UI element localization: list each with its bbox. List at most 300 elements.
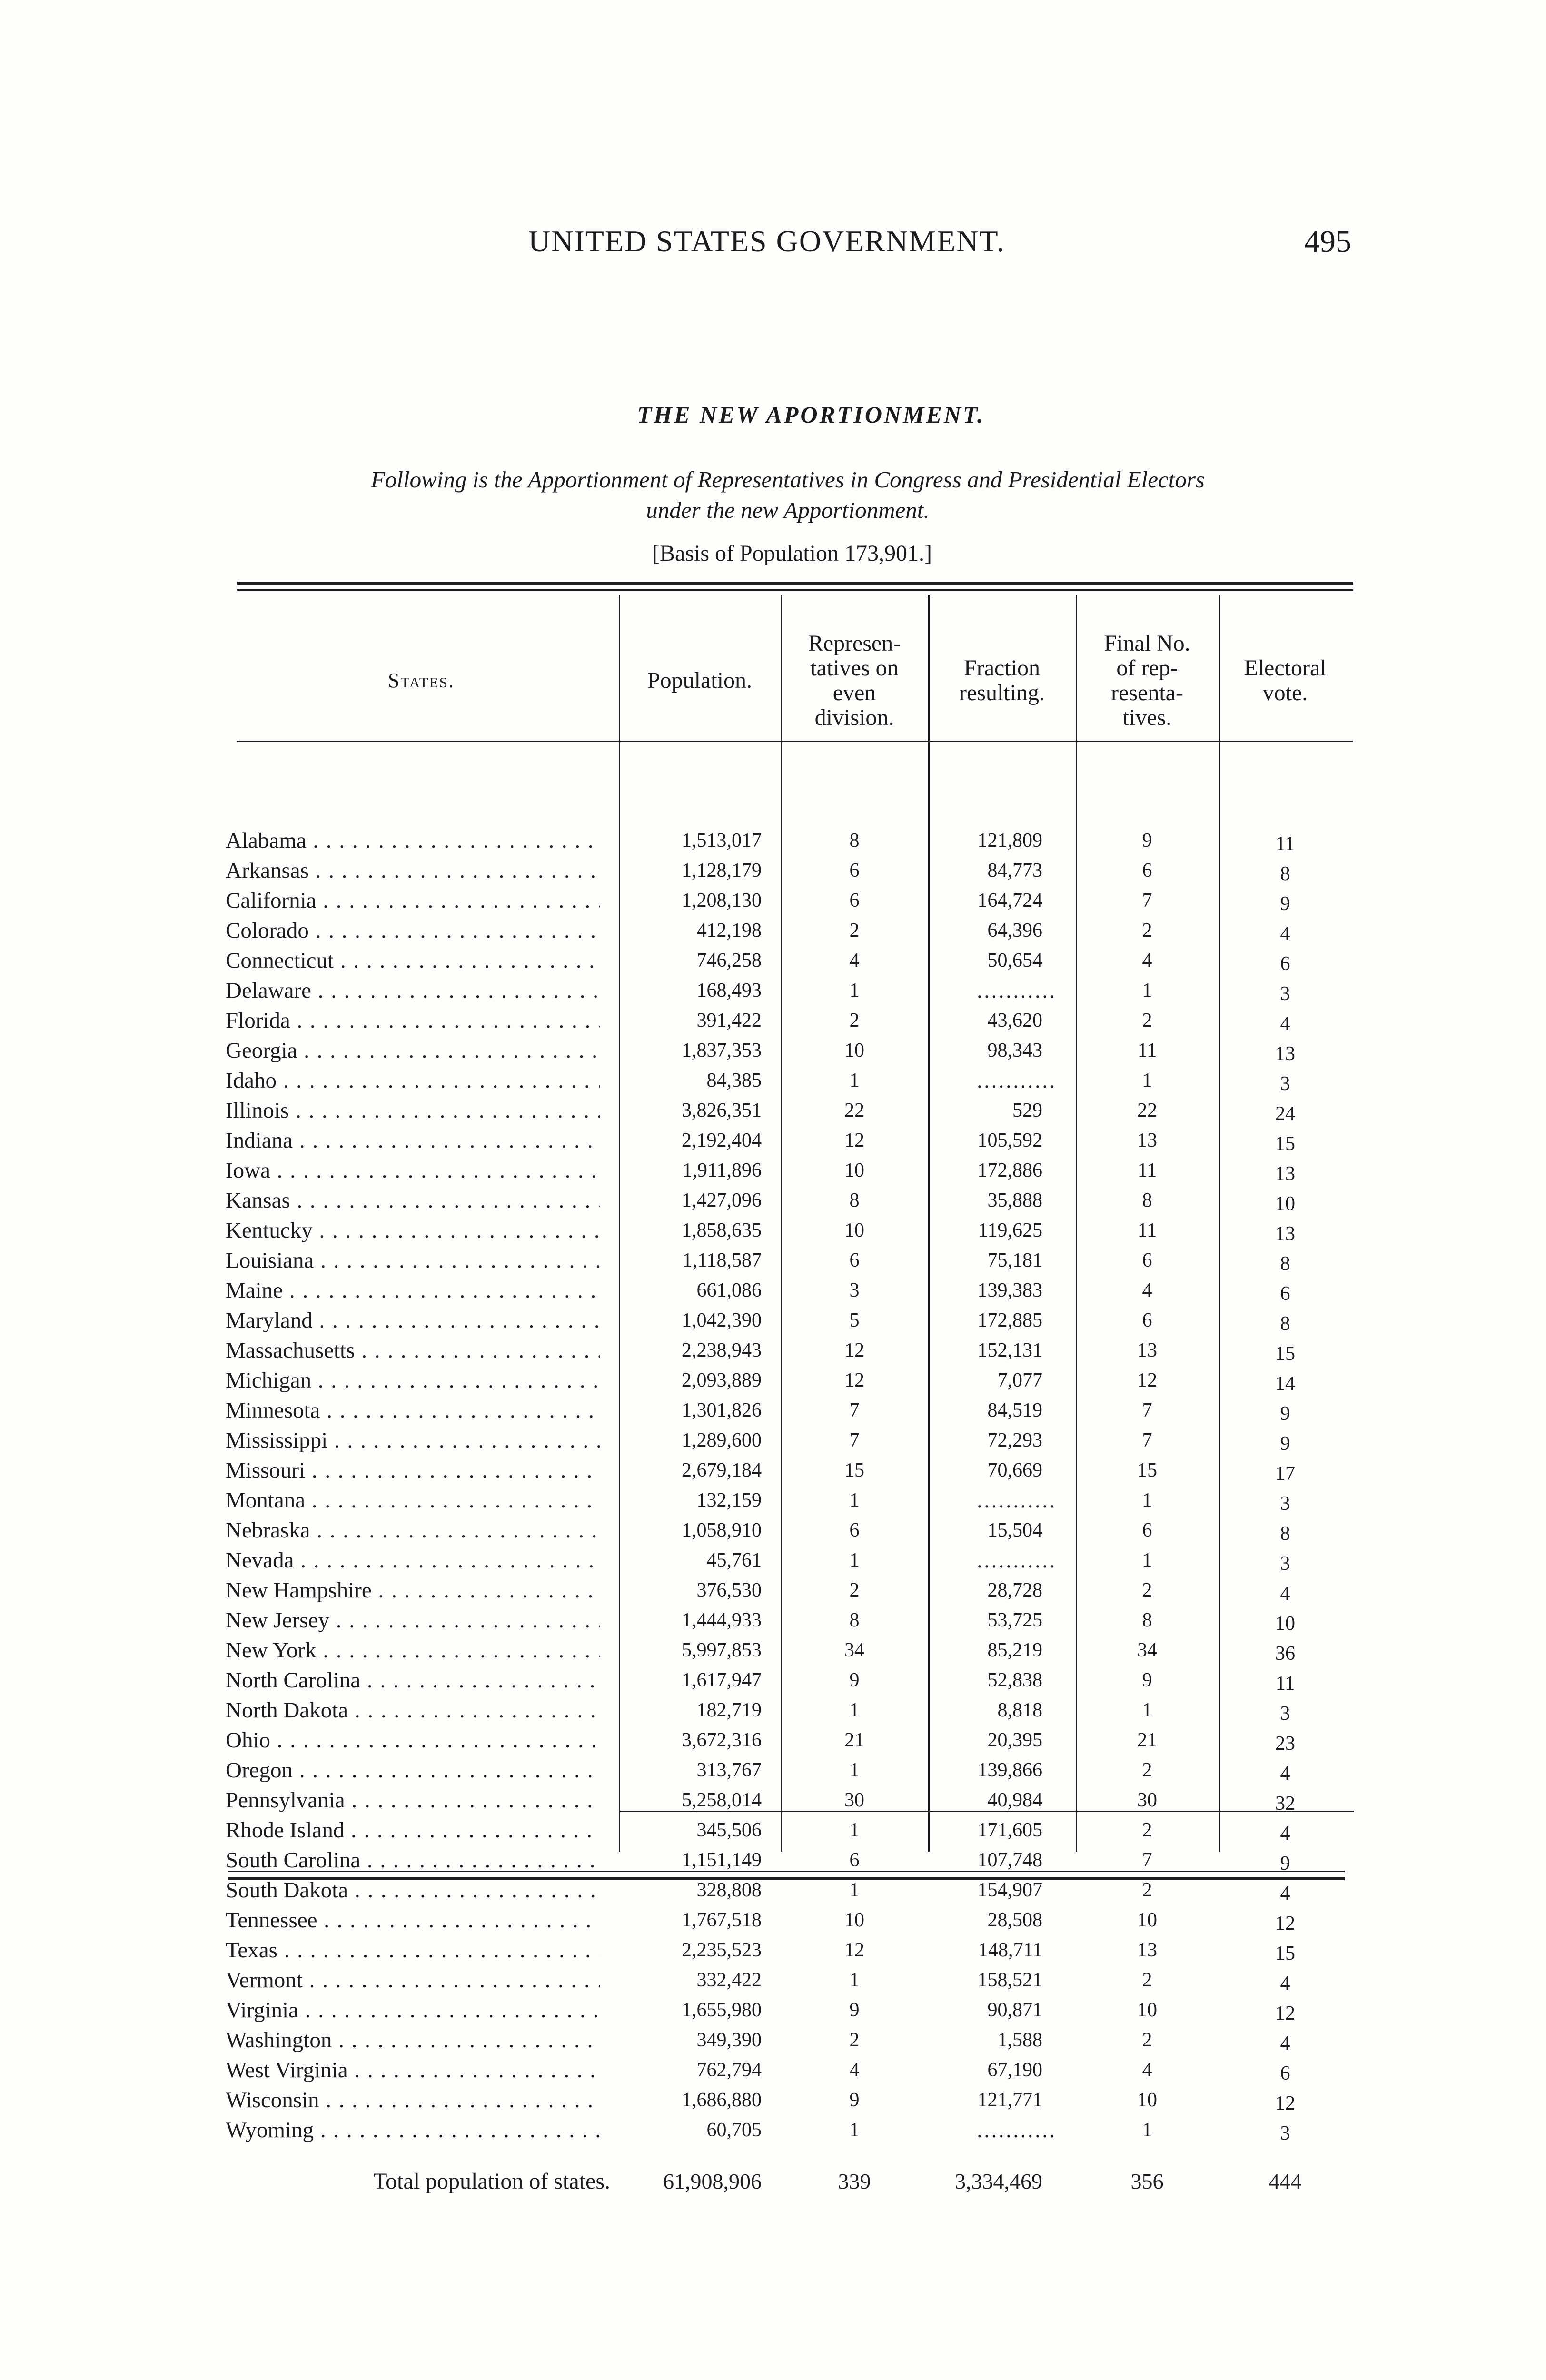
state-label: Alabama . . . [226,829,600,853]
table-row [224,764,1352,856]
state-name [224,1306,619,1336]
electoral-vote-cell: 3 [1280,983,1290,1005]
table-row [224,2025,1352,2055]
electoral-vote-cell: 8 [1280,863,1290,885]
total-row [224,2145,1352,2202]
electoral-vote-cell: 3 [1280,2122,1290,2144]
population-cell: 349,390 [696,2029,762,2051]
representatives-cell: 4 [849,2059,860,2081]
representatives-cell: 9 [849,2089,860,2111]
table-row [224,1845,1352,1875]
state-name [224,2025,619,2055]
electoral-vote-cell: 10 [1275,1613,1295,1635]
final-reps-cell: 7 [1142,1849,1152,1871]
state-name [224,1486,619,1516]
electoral-vote-cell: 8 [1280,1313,1290,1335]
subtitle-line-1: Following is the Apportionment of Representatives in Congress and Presidential Electors [370,466,1205,493]
fraction-cell: 152,131 [977,1339,1042,1361]
final-reps-cell: 13 [1137,1130,1157,1151]
table-row [224,1156,1352,1186]
table-row [224,1066,1352,1096]
electoral-vote-cell: 15 [1275,1343,1295,1365]
final-reps-cell: 11 [1137,1160,1157,1181]
final-reps-cell: 2 [1142,1010,1152,1031]
electoral-vote-cell: 3 [1280,1553,1290,1575]
final-reps-cell: 2 [1142,920,1152,942]
total-electoral: 444 [1269,2169,1302,2193]
population-cell: 2,192,404 [682,1130,762,1151]
representatives-cell: 4 [849,950,860,972]
state-label: Nebraska . . . [226,1519,600,1542]
table-row [224,1306,1352,1336]
total-label: Total population of states. [373,2168,610,2194]
table-row [224,886,1352,916]
header-states: States. [388,669,455,692]
state-name [224,1785,619,1815]
state-name [224,886,619,916]
state-label: Indiana . . . [226,1129,600,1152]
table-row [224,1965,1352,1995]
representatives-cell: 21 [844,1729,864,1751]
fraction-cell: 172,886 [977,1160,1042,1181]
electoral-vote-cell: 6 [1280,953,1290,975]
table-row [224,1606,1352,1636]
header-population: Population. [647,668,752,693]
final-reps-cell: 7 [1142,1399,1152,1421]
state-label: West Virginia . . . [226,2059,600,2082]
final-reps-cell: 1 [1142,980,1152,1002]
representatives-cell: 7 [849,1429,860,1451]
final-reps-cell: 2 [1142,1819,1152,1841]
header-fraction-line: resulting. [959,680,1045,705]
electoral-vote-cell: 24 [1275,1103,1295,1125]
final-reps-cell: 2 [1142,1969,1152,1991]
electoral-vote-cell: 15 [1275,1133,1295,1155]
page-number: 495 [1304,224,1351,259]
population-cell: 1,655,980 [682,1999,762,2021]
population-cell: 2,679,184 [682,1459,762,1481]
population-cell: 45,761 [706,1549,762,1571]
electoral-vote-cell: 8 [1280,1523,1290,1545]
representatives-cell: 3 [849,1279,860,1301]
state-label: Pennsylvania . . . [226,1789,600,1812]
representatives-cell: 1 [849,1549,860,1571]
final-reps-cell: 30 [1137,1789,1157,1811]
representatives-cell: 22 [844,1100,864,1121]
population-cell: 132,159 [696,1489,762,1511]
electoral-vote-cell: 23 [1275,1733,1295,1755]
electoral-vote-cell: 4 [1280,1823,1290,1844]
state-name [224,1066,619,1096]
population-cell: 1,767,518 [682,1909,762,1931]
state-name [224,1096,619,1126]
population-cell: 1,427,096 [682,1190,762,1211]
electoral-vote-cell: 13 [1275,1163,1295,1185]
fraction-cell: 75,181 [987,1250,1042,1271]
final-reps-cell: 6 [1142,860,1152,882]
state-name [224,1366,619,1396]
state-name [224,1426,619,1456]
header-representatives [781,597,928,764]
header-reps-line: even [832,680,876,705]
population-cell: 313,767 [696,1759,762,1781]
population-cell: 3,826,351 [682,1100,762,1121]
electoral-vote-cell: 6 [1280,2063,1290,2084]
population-cell: 84,385 [706,1070,762,1091]
state-label: Missouri . . . [226,1459,600,1482]
state-label: Wisconsin . . . [226,2089,600,2112]
electoral-vote-cell: 4 [1280,2033,1290,2054]
electoral-vote-cell: 12 [1275,2003,1295,2024]
state-name [224,1276,619,1306]
electoral-vote-cell: 12 [1275,1913,1295,1934]
state-name [224,856,619,886]
fraction-cell: 52,838 [987,1669,1042,1691]
table-row [224,2085,1352,2115]
final-reps-cell: 1 [1142,1489,1152,1511]
fraction-cell: 15,504 [987,1519,1042,1541]
table-row [224,916,1352,946]
fraction-cell: 53,725 [987,1609,1042,1631]
fraction-cell: 7,077 [997,1369,1042,1391]
representatives-cell: 1 [849,1070,860,1091]
header-final-line: Final No. [1104,631,1190,656]
state-label: Illinois . . . [226,1099,600,1122]
state-label: Maryland . . . [226,1309,600,1332]
table-row [224,2115,1352,2145]
fraction-cell: 158,521 [977,1969,1042,1991]
population-cell: 182,719 [696,1699,762,1721]
final-reps-cell: 15 [1137,1459,1157,1481]
final-reps-cell: 4 [1142,950,1152,972]
table-row [224,1186,1352,1216]
final-reps-cell: 8 [1142,1190,1152,1211]
state-label: Louisiana . . . [226,1249,600,1272]
electoral-vote-cell: 9 [1280,1433,1290,1455]
state-label: Ohio . . . [226,1729,600,1752]
state-label: Iowa . . . [226,1159,600,1182]
state-name [224,916,619,946]
fraction-cell: 154,907 [977,1879,1042,1901]
table-row [224,1576,1352,1606]
fraction-cell: 529 [1012,1100,1042,1121]
state-label: South Dakota . . . [226,1879,600,1902]
state-label: Colorado . . . [226,919,600,942]
population-cell: 3,672,316 [682,1729,762,1751]
final-reps-cell: 6 [1142,1519,1152,1541]
final-reps-cell: 21 [1137,1729,1157,1751]
fraction-cell: 171,605 [977,1819,1042,1841]
population-cell: 60,705 [706,2119,762,2141]
population-cell: 1,151,149 [682,1849,762,1871]
final-reps-cell: 13 [1137,1939,1157,1961]
population-cell: 5,997,853 [682,1639,762,1661]
state-label: Mississippi . . . [226,1429,600,1452]
representatives-cell: 10 [844,1160,864,1181]
state-name [224,1636,619,1666]
representatives-cell: 2 [849,2029,860,2051]
representatives-cell: 6 [849,860,860,882]
population-cell: 168,493 [696,980,762,1002]
electoral-vote-cell: 9 [1280,1403,1290,1425]
table-row [224,1546,1352,1576]
representatives-cell: 10 [844,1040,864,1061]
population-cell: 1,686,880 [682,2089,762,2111]
fraction-cell: 119,625 [978,1220,1042,1241]
fraction-cell: 28,728 [987,1579,1042,1601]
state-label: New Jersey . . . [226,1609,600,1632]
fraction-cell: 28,508 [987,1909,1042,1931]
state-label: Tennessee . . . [226,1909,600,1932]
state-label: Rhode Island . . . [226,1819,600,1842]
table-row [224,1755,1352,1785]
electoral-vote-cell: 15 [1275,1943,1295,1964]
state-name [224,1246,619,1276]
state-name [224,1456,619,1486]
electoral-vote-cell: 4 [1280,1883,1290,1904]
state-name [224,2115,619,2145]
population-cell: 5,258,014 [682,1789,762,1811]
final-reps-cell: 2 [1142,1579,1152,1601]
final-reps-cell: 8 [1142,1609,1152,1631]
table-row [224,976,1352,1006]
table-row [224,1666,1352,1696]
population-cell: 1,617,947 [682,1669,762,1691]
state-name [224,1156,619,1186]
header-reps-line: division. [814,705,894,730]
header-final-line: of rep- [1116,655,1178,681]
header-final-line: resenta- [1111,680,1183,705]
state-name [224,1965,619,1995]
fraction-cell: 8,818 [997,1699,1042,1721]
state-name [224,1815,619,1845]
electoral-vote-cell: 13 [1275,1223,1295,1245]
table-row [224,1366,1352,1396]
fraction-cell: ........... [977,979,1057,1002]
final-reps-cell: 4 [1142,1279,1152,1301]
state-name [224,1935,619,1965]
subtitle-line-2: under the new Apportionment. [646,497,930,523]
representatives-cell: 10 [844,1220,864,1241]
representatives-cell: 8 [849,1190,860,1211]
electoral-vote-cell: 9 [1280,893,1290,915]
fraction-cell: 121,809 [977,830,1042,852]
table-body [224,764,1352,2145]
population-cell: 1,128,179 [682,860,762,882]
state-label: New York . . . [226,1639,600,1662]
fraction-cell: 172,885 [977,1309,1042,1331]
fraction-cell: ........... [977,1548,1057,1572]
population-cell: 2,238,943 [682,1339,762,1361]
representatives-cell: 1 [849,1969,860,1991]
electoral-vote-cell: 4 [1280,1013,1290,1035]
state-label: Connecticut . . . [226,949,600,972]
state-label: Vermont . . . [226,1969,600,1992]
header-reps-line: Represen- [808,631,901,656]
fraction-cell: 139,383 [977,1279,1042,1301]
table-row [224,946,1352,976]
population-cell: 1,911,896 [682,1160,762,1181]
header-electoral-line: vote. [1262,680,1308,705]
final-reps-cell: 10 [1137,1999,1157,2021]
final-reps-cell: 22 [1137,1100,1157,1121]
representatives-cell: 12 [844,1939,864,1961]
state-name [224,764,619,856]
electoral-vote-cell: 14 [1275,1373,1295,1395]
table-row [224,1456,1352,1486]
state-label: Texas . . . [226,1939,600,1962]
state-name [224,1036,619,1066]
population-cell: 1,058,910 [682,1519,762,1541]
header-fraction [928,597,1076,764]
fraction-cell: 1,588 [997,2029,1042,2051]
final-reps-cell: 1 [1142,1699,1152,1721]
table-row [224,1216,1352,1246]
population-cell: 661,086 [696,1279,762,1301]
state-name [224,1726,619,1755]
final-reps-cell: 6 [1142,1309,1152,1331]
representatives-cell: 12 [844,1130,864,1151]
state-name [224,1905,619,1935]
state-name [224,946,619,976]
representatives-cell: 1 [849,1759,860,1781]
population-cell: 746,258 [696,950,762,972]
electoral-vote-cell: 8 [1280,1253,1290,1275]
subtitle [214,465,1361,526]
final-reps-cell: 34 [1137,1639,1157,1661]
table-row [224,1875,1352,1905]
state-label: California . . . [226,889,600,912]
fraction-cell: 105,592 [977,1130,1042,1151]
electoral-vote-cell: 3 [1280,1493,1290,1515]
table-row [224,1516,1352,1546]
state-label: New Hampshire . . . [226,1579,600,1602]
table-row [224,1815,1352,1845]
electoral-vote-cell: 11 [1275,1673,1295,1695]
final-reps-cell: 11 [1137,1040,1157,1061]
representatives-cell: 34 [844,1639,864,1661]
electoral-vote-cell: 4 [1280,1583,1290,1605]
representatives-cell: 6 [849,1250,860,1271]
representatives-cell: 15 [844,1459,864,1481]
final-reps-cell: 12 [1137,1369,1157,1391]
total-final: 356 [1130,2169,1164,2193]
representatives-cell: 6 [849,1519,860,1541]
fraction-cell: 67,190 [987,2059,1042,2081]
electoral-vote-cell: 3 [1280,1703,1290,1725]
population-cell: 1,208,130 [682,890,762,912]
header-electoral-line: Electoral [1244,655,1327,681]
state-name [224,1666,619,1696]
fraction-cell: 72,293 [987,1429,1042,1451]
population-cell: 762,794 [696,2059,762,2081]
final-reps-cell: 2 [1142,1879,1152,1901]
state-label: Washington . . . [226,2029,600,2052]
table-row [224,1096,1352,1126]
electoral-vote-cell: 36 [1275,1643,1295,1665]
electoral-vote-cell: 4 [1280,923,1290,945]
final-reps-cell: 13 [1137,1339,1157,1361]
fraction-cell: 164,724 [977,890,1042,912]
state-name [224,1755,619,1785]
final-reps-cell: 10 [1137,1909,1157,1931]
state-name [224,1126,619,1156]
final-reps-cell: 1 [1142,1070,1152,1091]
representatives-cell: 12 [844,1339,864,1361]
representatives-cell: 2 [849,1579,860,1601]
electoral-vote-cell: 17 [1275,1463,1295,1485]
population-cell: 1,837,353 [682,1040,762,1061]
total-representatives: 339 [838,2169,871,2193]
electoral-vote-cell: 11 [1275,833,1295,855]
final-reps-cell: 9 [1142,1669,1152,1691]
table-row [224,1726,1352,1755]
representatives-cell: 1 [849,1489,860,1511]
representatives-cell: 2 [849,1010,860,1031]
table-row [224,1006,1352,1036]
total-population: 61,908,906 [663,2169,762,2193]
fraction-cell: 139,866 [977,1759,1042,1781]
population-cell: 2,235,523 [682,1939,762,1961]
table-row [224,1276,1352,1306]
electoral-vote-cell: 10 [1275,1193,1295,1215]
representatives-cell: 10 [844,1909,864,1931]
population-cell: 345,506 [696,1819,762,1841]
fraction-cell: 107,748 [977,1849,1042,1871]
final-reps-cell: 7 [1142,890,1152,912]
final-reps-cell: 2 [1142,2029,1152,2051]
header-final-line: tives. [1122,705,1172,730]
representatives-cell: 2 [849,920,860,942]
fraction-cell: 35,888 [987,1190,1042,1211]
state-label: Virginia . . . [226,1999,600,2022]
state-name [224,1576,619,1606]
state-name [224,1546,619,1576]
top-rule-thin [237,589,1353,591]
population-cell: 1,858,635 [682,1220,762,1241]
apportionment-table [224,597,1352,2202]
state-label: Florida . . . [226,1009,600,1032]
fraction-cell: 85,219 [987,1639,1042,1661]
electoral-vote-cell: 3 [1280,1073,1290,1095]
representatives-cell: 1 [849,1819,860,1841]
header-electoral [1219,597,1352,764]
state-label: Minnesota . . . [226,1399,600,1422]
representatives-cell: 12 [844,1369,864,1391]
table-row [224,1696,1352,1726]
state-label: Oregon . . . [226,1759,600,1782]
state-name [224,1006,619,1036]
fraction-cell: ........... [977,1488,1057,1512]
header-fraction-line: Fraction [964,655,1040,681]
table-row [224,1486,1352,1516]
state-name [224,1606,619,1636]
fraction-cell: 148,711 [978,1939,1042,1961]
table-row [224,1935,1352,1965]
table-row [224,856,1352,886]
top-rule-thick [237,582,1353,585]
final-reps-cell: 9 [1142,830,1152,852]
fraction-cell: 64,396 [987,920,1042,942]
state-name [224,1875,619,1905]
state-name [224,2055,619,2085]
state-name [224,1186,619,1216]
representatives-cell: 30 [844,1789,864,1811]
state-name [224,1845,619,1875]
representatives-cell: 6 [849,890,860,912]
state-name [224,1396,619,1426]
electoral-vote-cell: 6 [1280,1283,1290,1305]
